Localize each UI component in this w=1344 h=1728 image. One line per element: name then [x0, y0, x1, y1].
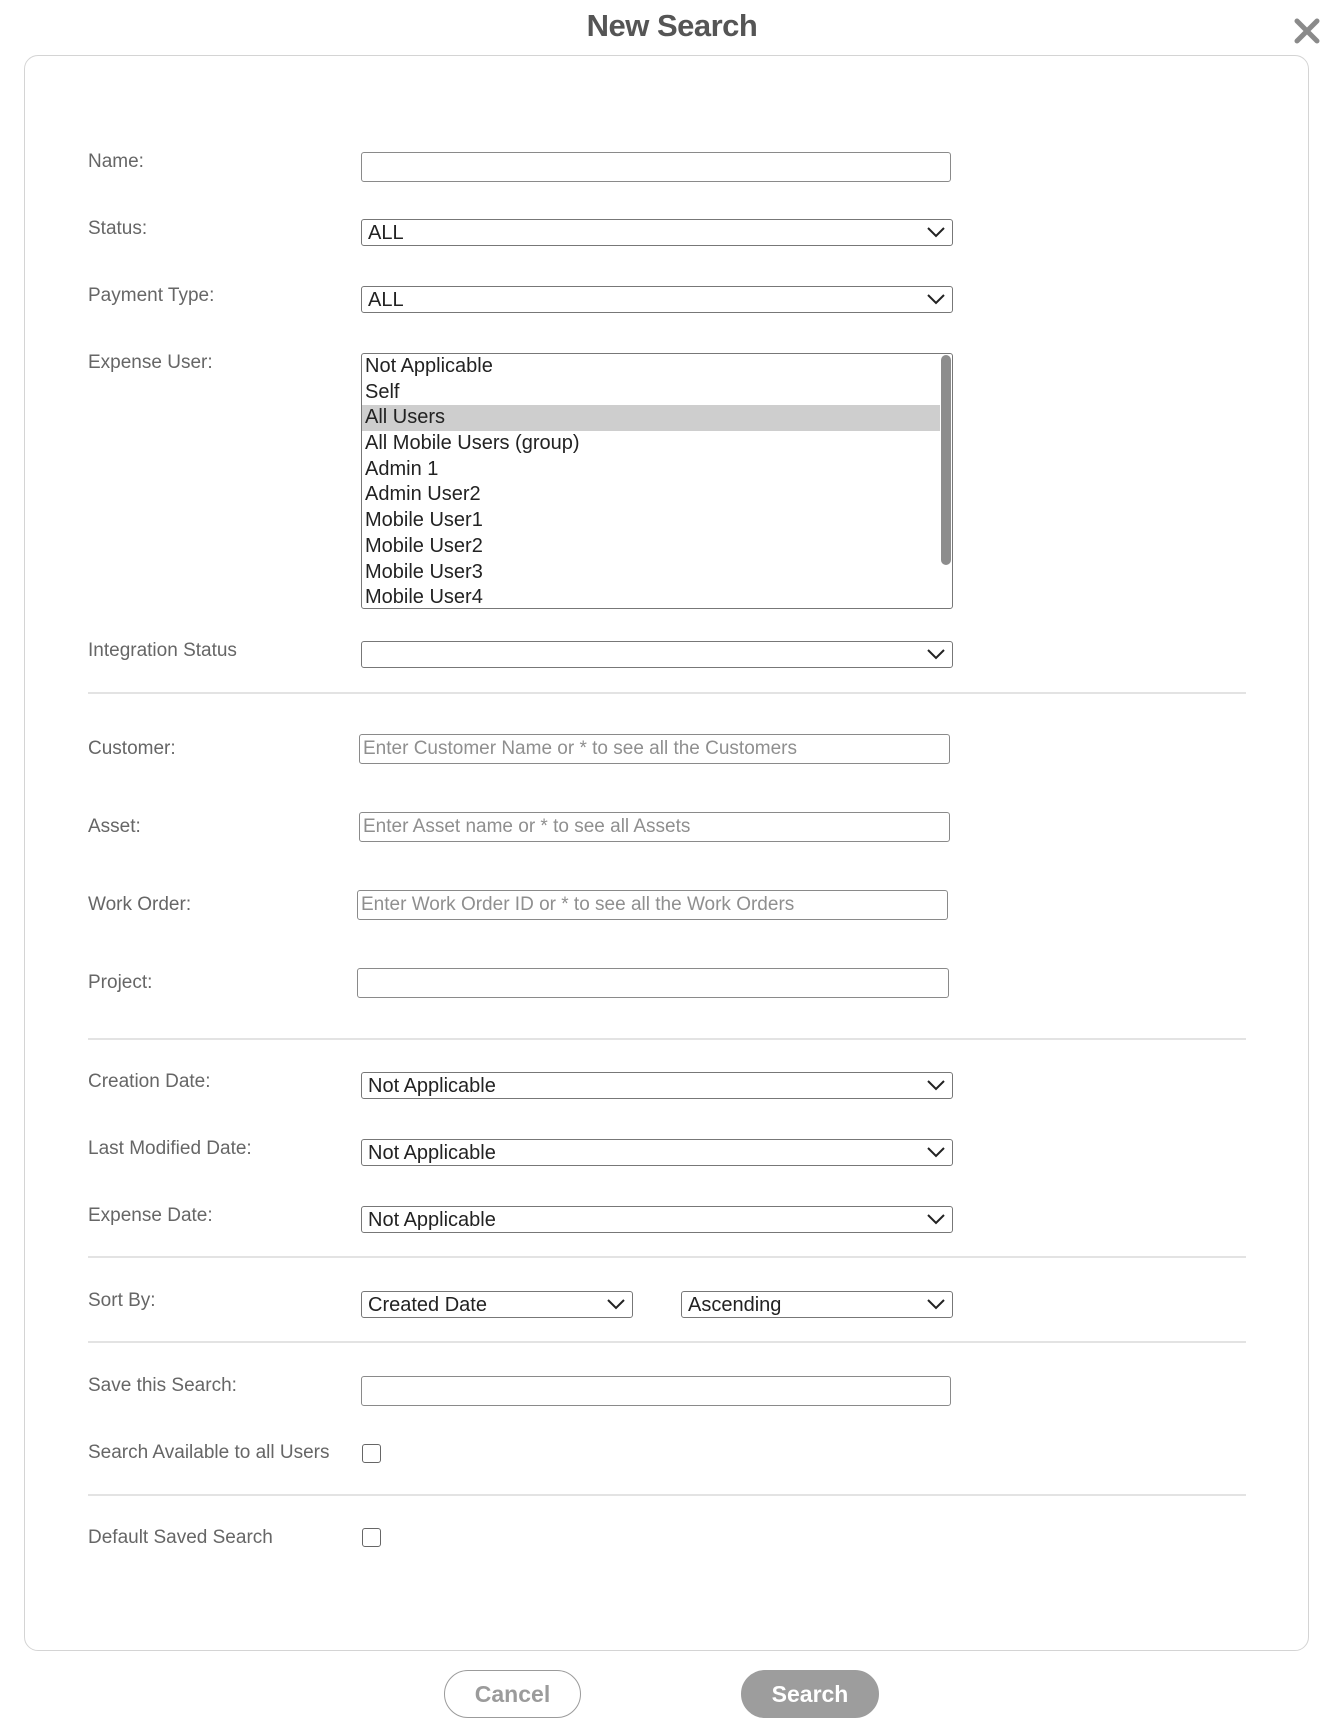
default-saved-search-label: Default Saved Search	[88, 1527, 273, 1548]
sort-by-field-value: Created Date	[368, 1294, 487, 1316]
listbox-scrollbar[interactable]	[941, 355, 951, 565]
sort-order-select[interactable]	[681, 1291, 953, 1318]
creation-date-label: Creation Date:	[88, 1071, 211, 1092]
expense-user-option[interactable]: Mobile User4	[365, 586, 483, 609]
integration-status-select[interactable]	[361, 641, 953, 668]
available-all-users-checkbox[interactable]	[362, 1444, 381, 1463]
section-divider	[88, 1341, 1246, 1343]
close-icon[interactable]	[1290, 14, 1324, 48]
asset-label: Asset:	[88, 816, 141, 837]
section-divider	[88, 1256, 1246, 1258]
expense-user-option[interactable]: Self	[365, 380, 400, 403]
section-divider	[88, 1494, 1246, 1496]
customer-input[interactable]	[359, 734, 950, 764]
expense-user-option[interactable]: Admin User2	[365, 483, 481, 506]
chevron-down-icon	[927, 1299, 945, 1310]
creation-date-select[interactable]	[361, 1072, 953, 1099]
sort-order-value: Ascending	[688, 1294, 782, 1316]
expense-date-label: Expense Date:	[88, 1205, 213, 1226]
chevron-down-icon	[927, 649, 945, 660]
status-label: Status:	[88, 218, 148, 239]
status-select[interactable]	[361, 219, 953, 246]
save-search-input[interactable]	[361, 1376, 951, 1406]
available-all-users-label: Search Available to all Users	[88, 1442, 330, 1463]
search-button[interactable]: Search	[741, 1670, 879, 1718]
work-order-label: Work Order:	[88, 894, 192, 915]
chevron-down-icon	[927, 1080, 945, 1091]
expense-date-select-value: Not Applicable	[368, 1209, 496, 1231]
dialog-title: New Search	[586, 8, 758, 43]
project-input[interactable]	[357, 968, 949, 998]
creation-date-select-value: Not Applicable	[368, 1075, 496, 1097]
customer-label: Customer:	[88, 738, 176, 759]
expense-user-option[interactable]: Not Applicable	[365, 355, 493, 377]
expense-date-select[interactable]	[361, 1206, 953, 1233]
cancel-button[interactable]: Cancel	[444, 1670, 581, 1718]
expense-user-option[interactable]: Mobile User2	[365, 534, 483, 557]
section-divider	[88, 1038, 1246, 1040]
sort-by-label: Sort By:	[88, 1290, 156, 1311]
payment-type-select-value: ALL	[368, 289, 404, 311]
default-saved-search-checkbox[interactable]	[362, 1528, 381, 1547]
last-modified-date-select[interactable]	[361, 1139, 953, 1166]
payment-type-label: Payment Type:	[88, 285, 215, 306]
last-modified-date-select-value: Not Applicable	[368, 1142, 496, 1164]
chevron-down-icon	[927, 1214, 945, 1225]
status-select-value: ALL	[368, 222, 404, 244]
work-order-input[interactable]	[357, 890, 948, 920]
last-modified-date-label: Last Modified Date:	[88, 1138, 252, 1159]
name-input[interactable]	[361, 152, 951, 182]
chevron-down-icon	[927, 1147, 945, 1158]
section-divider	[88, 692, 1246, 694]
asset-input[interactable]	[359, 812, 950, 842]
expense-user-option[interactable]: Admin 1	[365, 457, 439, 480]
sort-by-field-select[interactable]	[361, 1291, 633, 1318]
name-label: Name:	[88, 151, 144, 172]
payment-type-select[interactable]	[361, 286, 953, 313]
expense-user-option[interactable]: Mobile User1	[365, 509, 483, 532]
chevron-down-icon	[607, 1299, 625, 1310]
expense-user-option[interactable]: All Mobile Users (group)	[365, 432, 580, 455]
save-search-label: Save this Search:	[88, 1375, 237, 1396]
expense-user-option[interactable]: Mobile User3	[365, 560, 483, 583]
chevron-down-icon	[927, 227, 945, 238]
expense-user-listbox[interactable]	[361, 353, 953, 609]
integration-status-label: Integration Status	[88, 640, 237, 661]
chevron-down-icon	[927, 294, 945, 305]
expense-user-option-selected[interactable]: All Users	[362, 405, 940, 431]
project-label: Project:	[88, 972, 153, 993]
expense-user-label: Expense User:	[88, 352, 213, 373]
